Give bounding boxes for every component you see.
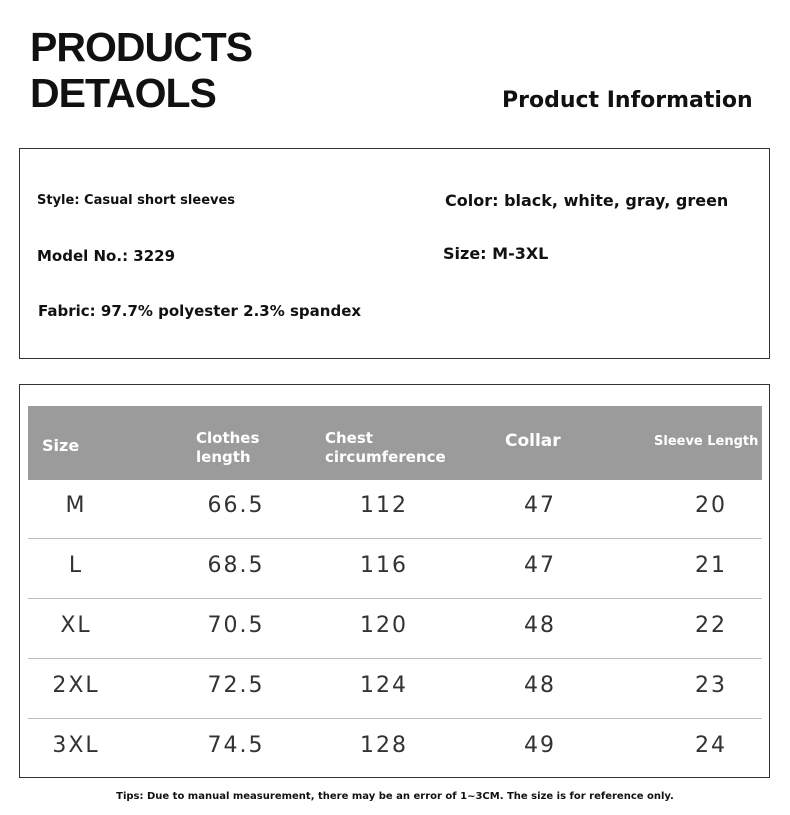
cell-clothes-length: 66.5 (207, 493, 265, 518)
page-title-line-1: PRODUCTS (30, 24, 253, 70)
tips-note: Tips: Due to manual measurement, there may be an error of 1~3CM. The size is for reference only. (116, 791, 674, 802)
table-row (28, 480, 762, 540)
section-title: Product Information (502, 88, 753, 113)
table-row (28, 600, 762, 660)
row-divider (28, 718, 762, 719)
cell-clothes-length: 72.5 (207, 673, 265, 698)
table-row (28, 660, 762, 720)
cell-size: 2XL (52, 673, 100, 698)
row-divider (28, 538, 762, 539)
size-table-header (28, 406, 762, 480)
cell-clothes-length: 70.5 (207, 613, 265, 638)
info-size: Size: M-3XL (443, 244, 549, 263)
cell-size: L (68, 553, 84, 578)
info-color: Color: black, white, gray, green (445, 191, 729, 210)
cell-sleeve: 21 (695, 553, 727, 578)
info-fabric: Fabric: 97.7% polyester 2.3% spandex (38, 302, 362, 320)
cell-sleeve: 24 (695, 733, 727, 758)
page-title-line-2: DETAOLS (30, 70, 216, 116)
cell-sleeve: 22 (695, 613, 727, 638)
cell-collar: 48 (524, 613, 556, 638)
cell-clothes-length: 68.5 (207, 553, 265, 578)
cell-size: M (65, 493, 87, 518)
cell-chest: 112 (360, 493, 408, 518)
header-chest-circumference: Chest circumference (325, 429, 446, 466)
row-divider (28, 658, 762, 659)
cell-size: 3XL (52, 733, 100, 758)
page-title (30, 24, 252, 116)
header-clothes-length: Clothes length (196, 429, 260, 466)
info-style: Style: Casual short sleeves (37, 193, 236, 208)
header-size: Size (42, 436, 80, 455)
table-row (28, 540, 762, 600)
cell-chest: 124 (360, 673, 408, 698)
cell-sleeve: 20 (695, 493, 727, 518)
cell-collar: 48 (524, 673, 556, 698)
cell-collar: 47 (524, 553, 556, 578)
size-table (19, 384, 770, 778)
table-row (28, 720, 762, 780)
header-collar: Collar (505, 431, 561, 451)
info-model: Model No.: 3229 (37, 247, 176, 265)
cell-size: XL (60, 613, 92, 638)
cell-chest: 120 (360, 613, 408, 638)
header-sleeve-length: Sleeve Length (654, 434, 759, 449)
row-divider (28, 598, 762, 599)
cell-chest: 128 (360, 733, 408, 758)
cell-clothes-length: 74.5 (207, 733, 265, 758)
cell-collar: 49 (524, 733, 556, 758)
cell-chest: 116 (360, 553, 408, 578)
cell-collar: 47 (524, 493, 556, 518)
product-info-box (19, 148, 770, 359)
cell-sleeve: 23 (695, 673, 727, 698)
